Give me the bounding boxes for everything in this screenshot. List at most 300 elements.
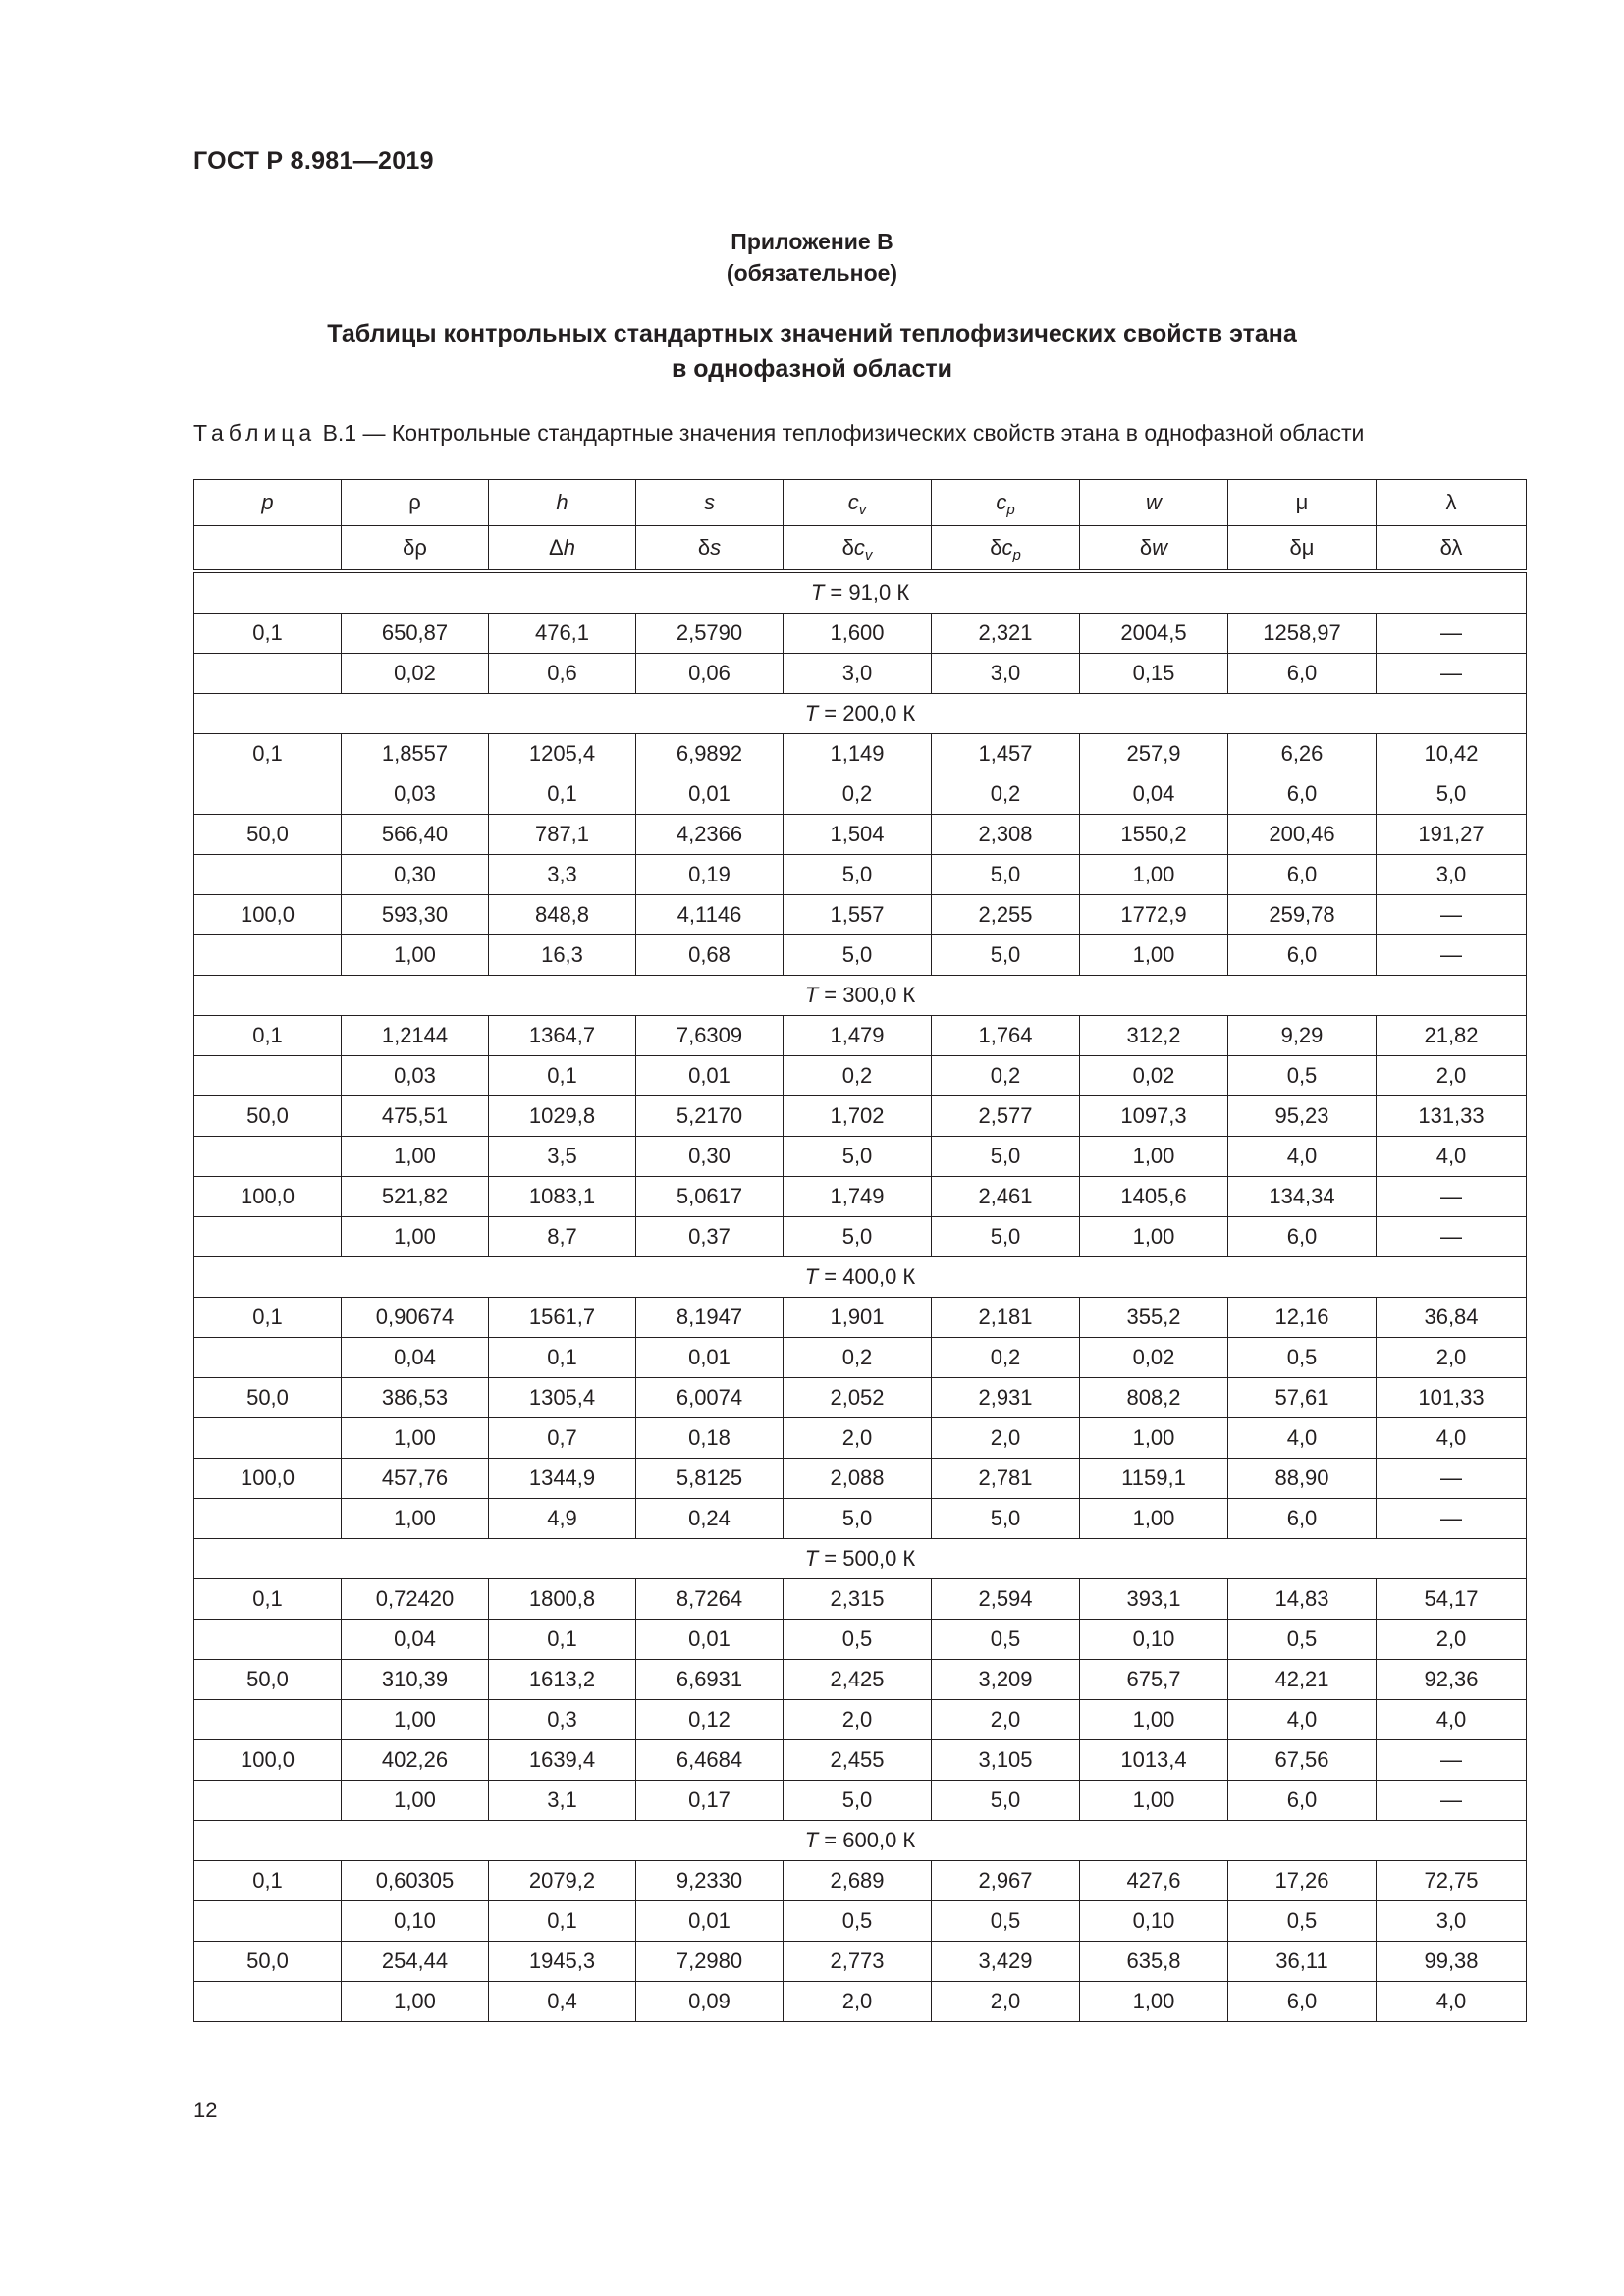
value-cell: 0,5 xyxy=(1228,1338,1377,1378)
value-cell: 8,7 xyxy=(489,1217,636,1257)
page-number: 12 xyxy=(193,2098,218,2122)
data-row-uncertainties xyxy=(194,774,1527,815)
column-uncertainty-header xyxy=(1080,526,1228,572)
value-cell: 131,33 xyxy=(1377,1096,1527,1137)
temperature-row xyxy=(194,1821,1527,1861)
value-cell: 42,21 xyxy=(1228,1660,1377,1700)
value-cell: 0,1 xyxy=(489,774,636,815)
column-uncertainty-header xyxy=(1377,526,1527,572)
value-cell: 1205,4 xyxy=(489,734,636,774)
value-cell: 3,105 xyxy=(932,1740,1080,1781)
value-cell: 57,61 xyxy=(1228,1378,1377,1418)
value-cell: 259,78 xyxy=(1228,895,1377,935)
temperature-value: = 300,0 К xyxy=(818,983,916,1007)
column-uncertainty-header xyxy=(1228,526,1377,572)
temperature-label xyxy=(194,694,1527,734)
value-cell: 0,04 xyxy=(342,1338,489,1378)
value-cell: 5,8125 xyxy=(636,1459,784,1499)
data-row-values xyxy=(194,1861,1527,1901)
value-cell: 6,0 xyxy=(1228,654,1377,694)
value-cell: 521,82 xyxy=(342,1177,489,1217)
pressure-cell: 0,1 xyxy=(194,734,342,774)
value-cell: 5,0 xyxy=(932,1499,1080,1539)
data-row-values xyxy=(194,1660,1527,1700)
uncertainty-symbol: c xyxy=(1001,535,1013,560)
column-header-symbol: λ xyxy=(1445,490,1457,514)
value-cell: 0,5 xyxy=(784,1620,932,1660)
value-cell: 12,16 xyxy=(1228,1298,1377,1338)
value-cell: — xyxy=(1377,614,1527,654)
value-cell: 0,04 xyxy=(342,1620,489,1660)
column-header-symbol: p xyxy=(261,490,274,514)
value-cell: 0,5 xyxy=(1228,1901,1377,1942)
data-row-values xyxy=(194,895,1527,935)
pressure-cell xyxy=(194,774,342,815)
temperature-symbol: T xyxy=(804,1828,819,1852)
value-cell: 191,27 xyxy=(1377,815,1527,855)
column-header xyxy=(636,480,784,526)
value-cell: 0,1 xyxy=(489,1338,636,1378)
data-row-values xyxy=(194,1579,1527,1620)
uncertainty-prefix: δρ xyxy=(403,535,427,560)
value-cell: 3,5 xyxy=(489,1137,636,1177)
appendix-note: (обязательное) xyxy=(726,260,898,286)
value-cell: 386,53 xyxy=(342,1378,489,1418)
column-uncertainty-header xyxy=(932,526,1080,572)
value-cell: 2,967 xyxy=(932,1861,1080,1901)
value-cell: 1772,9 xyxy=(1080,895,1228,935)
value-cell: 0,15 xyxy=(1080,654,1228,694)
value-cell: 1800,8 xyxy=(489,1579,636,1620)
pressure-cell xyxy=(194,1217,342,1257)
value-cell: 1159,1 xyxy=(1080,1459,1228,1499)
value-cell: 475,51 xyxy=(342,1096,489,1137)
value-cell: 0,01 xyxy=(636,1901,784,1942)
data-row-uncertainties xyxy=(194,654,1527,694)
temperature-label xyxy=(194,1821,1527,1861)
value-cell: 1,00 xyxy=(342,1781,489,1821)
column-header-symbol: s xyxy=(704,490,715,514)
data-row-values xyxy=(194,614,1527,654)
pressure-cell xyxy=(194,1781,342,1821)
uncertainty-subscript: v xyxy=(864,547,873,563)
value-cell: 0,1 xyxy=(489,1901,636,1942)
value-cell: 0,2 xyxy=(784,1056,932,1096)
value-cell: 5,0 xyxy=(932,1137,1080,1177)
value-cell: 1029,8 xyxy=(489,1096,636,1137)
value-cell: 2,088 xyxy=(784,1459,932,1499)
temperature-row xyxy=(194,1257,1527,1298)
header-row-symbols xyxy=(194,480,1527,526)
value-cell: 6,9892 xyxy=(636,734,784,774)
value-cell: 1,702 xyxy=(784,1096,932,1137)
value-cell: 36,84 xyxy=(1377,1298,1527,1338)
data-row-values xyxy=(194,1177,1527,1217)
data-row-values xyxy=(194,1459,1527,1499)
data-row-uncertainties xyxy=(194,935,1527,976)
value-cell: 650,87 xyxy=(342,614,489,654)
value-cell: 0,2 xyxy=(784,774,932,815)
value-cell: 0,5 xyxy=(932,1620,1080,1660)
value-cell: 0,2 xyxy=(932,1056,1080,1096)
pressure-cell xyxy=(194,1056,342,1096)
uncertainty-symbol: s xyxy=(710,535,722,560)
value-cell: 3,0 xyxy=(932,654,1080,694)
document-title xyxy=(0,316,1624,387)
value-cell: 257,9 xyxy=(1080,734,1228,774)
data-row-values xyxy=(194,815,1527,855)
value-cell: 0,17 xyxy=(636,1781,784,1821)
value-cell: — xyxy=(1377,1781,1527,1821)
data-row-uncertainties xyxy=(194,1418,1527,1459)
uncertainty-subscript: p xyxy=(1012,547,1021,563)
pressure-cell: 100,0 xyxy=(194,895,342,935)
value-cell: — xyxy=(1377,1459,1527,1499)
value-cell: 2,052 xyxy=(784,1378,932,1418)
value-cell: 2,0 xyxy=(784,1418,932,1459)
value-cell: 2,0 xyxy=(1377,1056,1527,1096)
value-cell: 1,504 xyxy=(784,815,932,855)
value-cell: 1,2144 xyxy=(342,1016,489,1056)
column-header-symbol: μ xyxy=(1295,490,1309,514)
value-cell: 3,0 xyxy=(784,654,932,694)
value-cell: 1,457 xyxy=(932,734,1080,774)
value-cell: 5,0 xyxy=(1377,774,1527,815)
temperature-row xyxy=(194,694,1527,734)
value-cell: 393,1 xyxy=(1080,1579,1228,1620)
value-cell: 0,30 xyxy=(342,855,489,895)
value-cell: 3,1 xyxy=(489,1781,636,1821)
value-cell: 1,557 xyxy=(784,895,932,935)
data-row-values xyxy=(194,1378,1527,1418)
value-cell: 427,6 xyxy=(1080,1861,1228,1901)
data-row-uncertainties xyxy=(194,1700,1527,1740)
value-cell: 0,4 xyxy=(489,1982,636,2022)
value-cell: 4,0 xyxy=(1228,1418,1377,1459)
value-cell: 2,0 xyxy=(784,1700,932,1740)
value-cell: 254,44 xyxy=(342,1942,489,1982)
value-cell: 8,7264 xyxy=(636,1579,784,1620)
value-cell: 6,0 xyxy=(1228,935,1377,976)
value-cell: 0,5 xyxy=(784,1901,932,1942)
temperature-symbol: T xyxy=(804,983,819,1007)
column-header xyxy=(932,480,1080,526)
value-cell: 0,2 xyxy=(932,1338,1080,1378)
temperature-symbol: T xyxy=(804,1546,819,1571)
value-cell: 5,0 xyxy=(932,855,1080,895)
pressure-cell: 100,0 xyxy=(194,1740,342,1781)
value-cell: 1,00 xyxy=(342,1418,489,1459)
pressure-cell: 50,0 xyxy=(194,1378,342,1418)
temperature-value: = 600,0 К xyxy=(818,1828,916,1852)
value-cell: 1305,4 xyxy=(489,1378,636,1418)
value-cell: 675,7 xyxy=(1080,1660,1228,1700)
value-cell: 1639,4 xyxy=(489,1740,636,1781)
value-cell: 88,90 xyxy=(1228,1459,1377,1499)
value-cell: 476,1 xyxy=(489,614,636,654)
temperature-label xyxy=(194,1257,1527,1298)
value-cell: 0,03 xyxy=(342,774,489,815)
value-cell: 3,209 xyxy=(932,1660,1080,1700)
value-cell: 72,75 xyxy=(1377,1861,1527,1901)
value-cell: 1945,3 xyxy=(489,1942,636,1982)
value-cell: 1,749 xyxy=(784,1177,932,1217)
value-cell: 6,0 xyxy=(1228,1217,1377,1257)
appendix-title: Приложение В xyxy=(731,229,893,254)
value-cell: 1,8557 xyxy=(342,734,489,774)
column-header xyxy=(489,480,636,526)
value-cell: 1,149 xyxy=(784,734,932,774)
value-cell: 6,0 xyxy=(1228,1982,1377,2022)
value-cell: 312,2 xyxy=(1080,1016,1228,1056)
data-row-uncertainties xyxy=(194,1217,1527,1257)
value-cell: 0,1 xyxy=(489,1620,636,1660)
value-cell: 5,0 xyxy=(932,1217,1080,1257)
value-cell: 1,00 xyxy=(342,1499,489,1539)
value-cell: 0,02 xyxy=(1080,1338,1228,1378)
value-cell: 1550,2 xyxy=(1080,815,1228,855)
value-cell: 1,00 xyxy=(1080,935,1228,976)
value-cell: 1097,3 xyxy=(1080,1096,1228,1137)
column-header-symbol: c xyxy=(996,490,1007,514)
value-cell: 1,00 xyxy=(1080,1982,1228,2022)
value-cell: 2,781 xyxy=(932,1459,1080,1499)
document-title-line2: в однофазной области xyxy=(671,355,953,383)
column-header xyxy=(1377,480,1527,526)
uncertainty-symbol: c xyxy=(853,535,865,560)
value-cell: 2,0 xyxy=(1377,1620,1527,1660)
table-caption xyxy=(193,420,1364,447)
pressure-cell xyxy=(194,1418,342,1459)
appendix-heading xyxy=(0,226,1624,289)
value-cell: 6,0 xyxy=(1228,1781,1377,1821)
value-cell: 2,0 xyxy=(932,1418,1080,1459)
value-cell: 17,26 xyxy=(1228,1861,1377,1901)
value-cell: 0,5 xyxy=(932,1901,1080,1942)
temperature-symbol: T xyxy=(804,1264,819,1289)
value-cell: 2079,2 xyxy=(489,1861,636,1901)
value-cell: 1,00 xyxy=(1080,1499,1228,1539)
value-cell: 0,03 xyxy=(342,1056,489,1096)
value-cell: 0,90674 xyxy=(342,1298,489,1338)
pressure-cell: 100,0 xyxy=(194,1177,342,1217)
value-cell: 16,3 xyxy=(489,935,636,976)
value-cell: 1,00 xyxy=(342,1217,489,1257)
value-cell: 8,1947 xyxy=(636,1298,784,1338)
value-cell: 2,594 xyxy=(932,1579,1080,1620)
pressure-cell xyxy=(194,855,342,895)
pressure-cell xyxy=(194,1620,342,1660)
temperature-label xyxy=(194,571,1527,614)
standard-designation: ГОСТ Р 8.981—2019 xyxy=(193,147,434,175)
value-cell: 10,42 xyxy=(1377,734,1527,774)
value-cell: 6,0 xyxy=(1228,855,1377,895)
pressure-cell: 50,0 xyxy=(194,1942,342,1982)
table-caption-label: Таблица xyxy=(193,420,317,446)
column-header xyxy=(1080,480,1228,526)
uncertainty-prefix: Δ xyxy=(549,535,564,560)
value-cell: 808,2 xyxy=(1080,1378,1228,1418)
value-cell: 1613,2 xyxy=(489,1660,636,1700)
value-cell: 1,901 xyxy=(784,1298,932,1338)
value-cell: 0,5 xyxy=(1228,1620,1377,1660)
column-uncertainty-header xyxy=(342,526,489,572)
value-cell: 92,36 xyxy=(1377,1660,1527,1700)
column-header xyxy=(194,480,342,526)
value-cell: 4,0 xyxy=(1228,1700,1377,1740)
value-cell: 0,2 xyxy=(784,1338,932,1378)
value-cell: 1,00 xyxy=(342,935,489,976)
value-cell: 5,0 xyxy=(784,1137,932,1177)
column-header xyxy=(342,480,489,526)
data-row-uncertainties xyxy=(194,1901,1527,1942)
value-cell: 1,00 xyxy=(1080,1700,1228,1740)
value-cell: 2,689 xyxy=(784,1861,932,1901)
value-cell: 2,181 xyxy=(932,1298,1080,1338)
header-row-uncertainty xyxy=(194,526,1527,572)
column-header-symbol: w xyxy=(1146,490,1162,514)
pressure-cell xyxy=(194,1901,342,1942)
value-cell: — xyxy=(1377,1740,1527,1781)
value-cell: 101,33 xyxy=(1377,1378,1527,1418)
value-cell: 6,0 xyxy=(1228,774,1377,815)
pressure-cell: 50,0 xyxy=(194,1096,342,1137)
data-row-uncertainties xyxy=(194,1982,1527,2022)
value-cell: 0,72420 xyxy=(342,1579,489,1620)
uncertainty-prefix: δ xyxy=(1139,535,1153,560)
temperature-value: = 200,0 К xyxy=(818,701,916,725)
pressure-cell xyxy=(194,654,342,694)
value-cell: 1,00 xyxy=(342,1137,489,1177)
value-cell: 5,2170 xyxy=(636,1096,784,1137)
value-cell: 2,455 xyxy=(784,1740,932,1781)
pressure-cell xyxy=(194,1700,342,1740)
temperature-row xyxy=(194,571,1527,614)
value-cell: 6,0074 xyxy=(636,1378,784,1418)
data-row-uncertainties xyxy=(194,1499,1527,1539)
pressure-cell: 50,0 xyxy=(194,1660,342,1700)
value-cell: 2,0 xyxy=(932,1700,1080,1740)
value-cell: 5,0 xyxy=(932,1781,1080,1821)
value-cell: 2,321 xyxy=(932,614,1080,654)
value-cell: 0,10 xyxy=(1080,1620,1228,1660)
value-cell: 2,577 xyxy=(932,1096,1080,1137)
value-cell: 1,00 xyxy=(1080,1418,1228,1459)
value-cell: 7,6309 xyxy=(636,1016,784,1056)
value-cell: — xyxy=(1377,1217,1527,1257)
value-cell: 14,83 xyxy=(1228,1579,1377,1620)
value-cell: 9,2330 xyxy=(636,1861,784,1901)
data-row-uncertainties xyxy=(194,1620,1527,1660)
value-cell: 2,315 xyxy=(784,1579,932,1620)
value-cell: 5,0617 xyxy=(636,1177,784,1217)
value-cell: 4,0 xyxy=(1377,1982,1527,2022)
value-cell: 0,09 xyxy=(636,1982,784,2022)
value-cell: 402,26 xyxy=(342,1740,489,1781)
value-cell: 0,2 xyxy=(932,774,1080,815)
value-cell: — xyxy=(1377,1177,1527,1217)
value-cell: 54,17 xyxy=(1377,1579,1527,1620)
value-cell: 1561,7 xyxy=(489,1298,636,1338)
data-row-values xyxy=(194,1016,1527,1056)
value-cell: 6,4684 xyxy=(636,1740,784,1781)
uncertainty-symbol: w xyxy=(1152,535,1168,560)
column-uncertainty-header xyxy=(636,526,784,572)
value-cell: 5,0 xyxy=(784,1499,932,1539)
column-uncertainty-header xyxy=(784,526,932,572)
value-cell: 3,429 xyxy=(932,1942,1080,1982)
value-cell: — xyxy=(1377,935,1527,976)
table-caption-text: В.1 — Контрольные стандартные значения теплофизических свойств этана в однофазной области xyxy=(316,420,1365,446)
value-cell: 5,0 xyxy=(784,935,932,976)
value-cell: 0,68 xyxy=(636,935,784,976)
value-cell: — xyxy=(1377,1499,1527,1539)
value-cell: 787,1 xyxy=(489,815,636,855)
value-cell: 1364,7 xyxy=(489,1016,636,1056)
value-cell: 0,10 xyxy=(342,1901,489,1942)
value-cell: 1013,4 xyxy=(1080,1740,1228,1781)
column-header-subscript: v xyxy=(858,502,867,518)
data-row-values xyxy=(194,734,1527,774)
value-cell: 1,00 xyxy=(1080,855,1228,895)
value-cell: 0,6 xyxy=(489,654,636,694)
value-cell: 7,2980 xyxy=(636,1942,784,1982)
value-cell: — xyxy=(1377,895,1527,935)
pressure-cell xyxy=(194,1338,342,1378)
pressure-cell: 50,0 xyxy=(194,815,342,855)
value-cell: 2,0 xyxy=(784,1982,932,2022)
value-cell: 1,00 xyxy=(1080,1781,1228,1821)
value-cell: 4,0 xyxy=(1377,1700,1527,1740)
temperature-value: = 500,0 К xyxy=(818,1546,916,1571)
value-cell: 1,479 xyxy=(784,1016,932,1056)
value-cell: 0,01 xyxy=(636,774,784,815)
pressure-cell: 0,1 xyxy=(194,614,342,654)
value-cell: 3,0 xyxy=(1377,1901,1527,1942)
temperature-label xyxy=(194,976,1527,1016)
value-cell: 4,9 xyxy=(489,1499,636,1539)
value-cell: 4,0 xyxy=(1228,1137,1377,1177)
value-cell: 0,3 xyxy=(489,1700,636,1740)
value-cell: 2,0 xyxy=(1377,1338,1527,1378)
value-cell: 200,46 xyxy=(1228,815,1377,855)
uncertainty-prefix: δ xyxy=(990,535,1002,560)
pressure-cell: 100,0 xyxy=(194,1459,342,1499)
pressure-cell xyxy=(194,935,342,976)
value-cell: 6,26 xyxy=(1228,734,1377,774)
value-cell: 3,0 xyxy=(1377,855,1527,895)
value-cell: 1258,97 xyxy=(1228,614,1377,654)
value-cell: 0,37 xyxy=(636,1217,784,1257)
value-cell: 4,1146 xyxy=(636,895,784,935)
value-cell: 1,600 xyxy=(784,614,932,654)
value-cell: 5,0 xyxy=(784,1217,932,1257)
value-cell: 1083,1 xyxy=(489,1177,636,1217)
value-cell: 6,0 xyxy=(1228,1499,1377,1539)
value-cell: 0,60305 xyxy=(342,1861,489,1901)
value-cell: 2,308 xyxy=(932,815,1080,855)
value-cell: 3,3 xyxy=(489,855,636,895)
column-uncertainty-header xyxy=(489,526,636,572)
value-cell: 2,773 xyxy=(784,1942,932,1982)
uncertainty-prefix: δ xyxy=(841,535,854,560)
value-cell: 4,0 xyxy=(1377,1137,1527,1177)
value-cell: 0,04 xyxy=(1080,774,1228,815)
value-cell: 0,5 xyxy=(1228,1056,1377,1096)
value-cell: 566,40 xyxy=(342,815,489,855)
value-cell: 2004,5 xyxy=(1080,614,1228,654)
value-cell: 5,0 xyxy=(784,1781,932,1821)
